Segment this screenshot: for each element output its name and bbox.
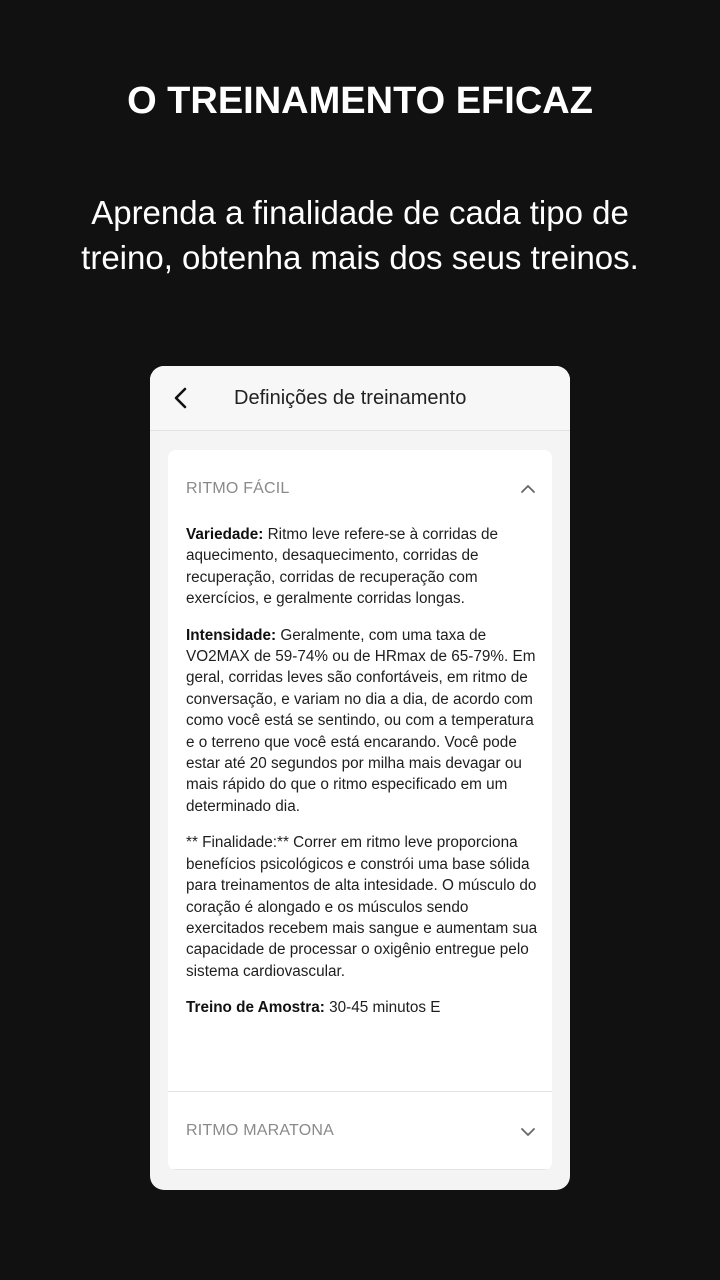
section-header-ritmo-facil[interactable] bbox=[168, 450, 552, 510]
section-header-ritmo-maratona[interactable] bbox=[168, 1092, 552, 1152]
promo-subtitle: Aprenda a finalidade de cada tipo de treino, obtenha mais dos seus treinos. bbox=[81, 194, 639, 276]
app-header bbox=[150, 366, 570, 431]
paragraph-label: Intensidade: bbox=[186, 626, 277, 644]
paragraph-label: Variedade: bbox=[186, 526, 264, 543]
paragraph-label: Treino de Amostra: bbox=[186, 999, 325, 1017]
paragraph-intensidade bbox=[186, 625, 542, 818]
chevron-up-icon[interactable] bbox=[520, 481, 536, 497]
section-title: RITMO FÁCIL bbox=[186, 480, 290, 497]
paragraph-text: Geralmente, com uma taxa de VO2MAX de 59-74% ou de HRmax de 65-79%. Em geral, corridas leves são confortáveis, em ritmo de conversação, e variam no dia a dia, de acordo com como você está se sentindo, ou com a temperatura e o terreno que você está encarando. Você pode estar até 20 segundos por milha mais devagar ou mais rápido do que o ritmo especificado em um determinado dia. bbox=[186, 626, 536, 815]
definitions-card bbox=[168, 450, 552, 1170]
section-title: RITMO MARATONA bbox=[186, 1122, 334, 1139]
promo-headline: O TREINAMENTO EFICAZ bbox=[127, 80, 593, 122]
paragraph-text: ** Finalidade:** Correr em ritmo leve proporciona benefícios psicológicos e constrói uma base sólida para treinamentos de alta intesidade. O músculo do coração é alongado e os músculos sendo exercitados recebem mais sangue e aumentam sua capacidade de processar o oxigênio entregue pelo sistema cardiovascular. bbox=[186, 834, 538, 980]
paragraph-finalidade bbox=[186, 832, 542, 982]
paragraph-variedade bbox=[186, 524, 542, 610]
chevron-left-icon[interactable] bbox=[170, 386, 194, 410]
paragraph-text: 30-45 minutos E bbox=[324, 999, 441, 1017]
section-divider bbox=[168, 1169, 552, 1170]
screen-title: Definições de treinamento bbox=[234, 387, 467, 409]
paragraph-treino-amostra bbox=[186, 997, 542, 1018]
phone-screen bbox=[150, 366, 570, 1190]
section-content bbox=[186, 524, 542, 1034]
chevron-down-icon[interactable] bbox=[520, 1124, 536, 1140]
paragraph-text: Ritmo leve refere-se à corridas de aquecimento, desaquecimento, corridas de recuperação, corridas de recuperação com exercícios, e geralmente corridas longas. bbox=[186, 526, 499, 608]
